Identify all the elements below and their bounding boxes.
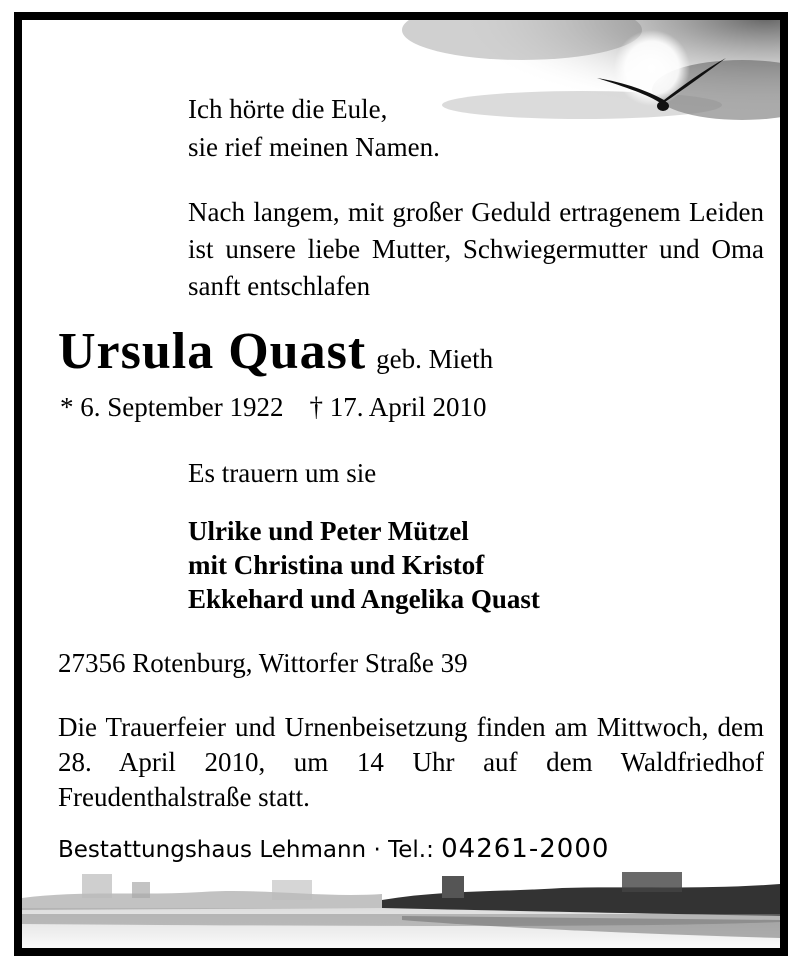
intro-text: Nach langem, mit großer Geduld ertragenem Leiden ist unsere liebe Mutter, Schwiegermutter und Oma sanft entschlafen — [188, 197, 764, 301]
verse-line-2: sie rief meinen Namen. — [188, 132, 440, 162]
verse — [188, 90, 440, 166]
undertaker-contact — [58, 834, 609, 864]
deceased-name: Ursula Quast — [58, 323, 367, 380]
separator-dot: · — [373, 837, 381, 863]
obituary-frame — [14, 12, 788, 956]
mourner-line: Ekkehard und Angelika Quast — [188, 584, 540, 614]
mourner-line: Ulrike und Peter Mützel — [188, 516, 469, 546]
verse-line-1: Ich hörte die Eule, — [188, 94, 388, 124]
death-date: † 17. April 2010 — [309, 392, 487, 422]
mourners-list — [188, 514, 540, 616]
family-address: 27356 Rotenburg, Wittorfer Straße 39 — [58, 648, 468, 678]
undertaker-name: Bestattungshaus Lehmann — [58, 837, 367, 863]
phone-label: Tel.: — [388, 837, 434, 863]
mourners-intro: Es trauern um sie — [188, 458, 377, 488]
maiden-name: geb. Mieth — [376, 344, 494, 374]
mourner-line: mit Christina und Kristof — [188, 550, 485, 580]
phone-number: 04261-2000 — [441, 834, 610, 864]
life-dates — [60, 392, 486, 423]
lake-shore-image — [22, 868, 780, 956]
deceased-name-row — [58, 322, 493, 381]
service-notice: Die Trauerfeier und Urnenbeisetzung finden am Mittwoch, dem 28. April 2010, um 14 Uhr auf dem Waldfriedhof Freudenthalstraße statt. — [58, 712, 764, 812]
birth-date: * 6. September 1922 — [60, 392, 284, 422]
